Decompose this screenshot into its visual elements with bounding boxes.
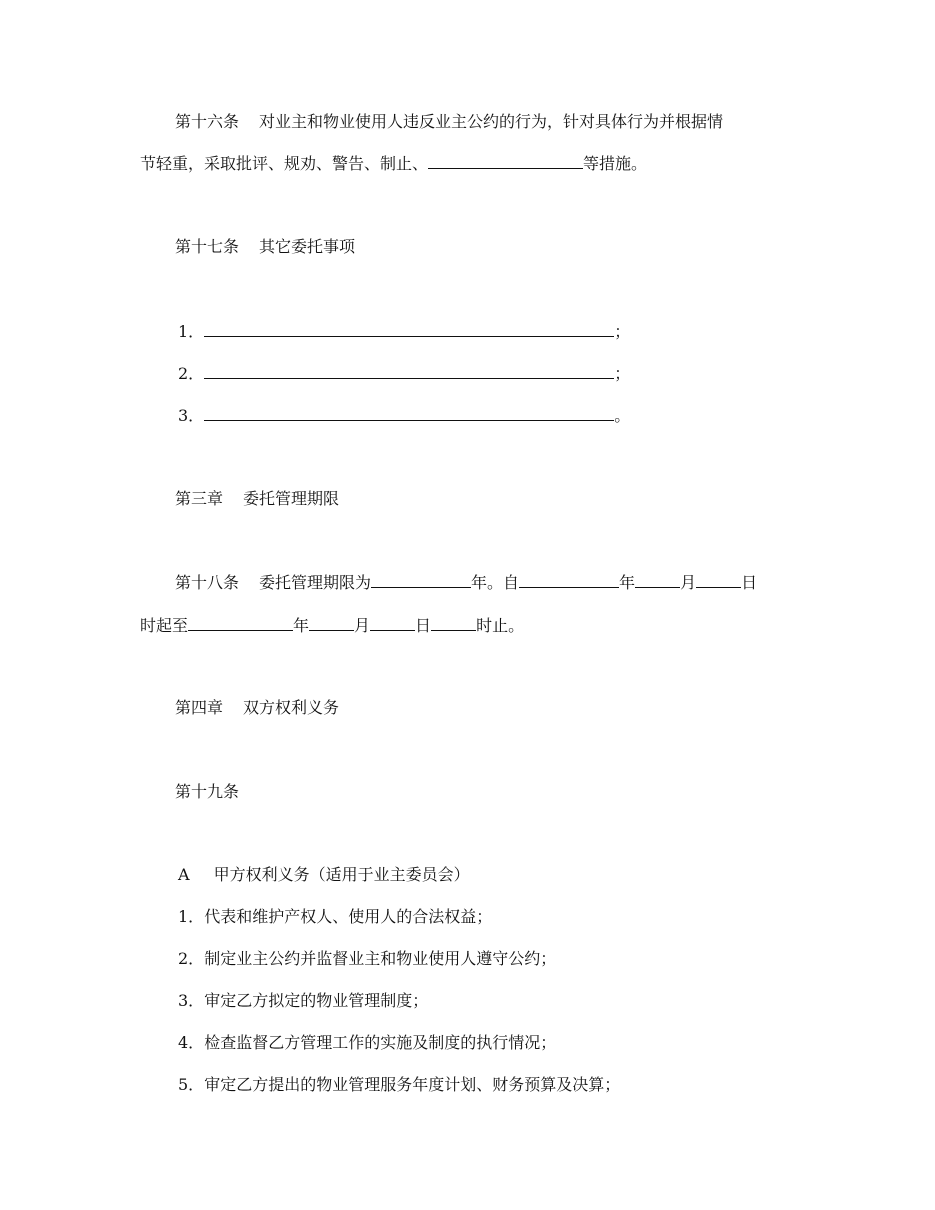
article-18-heading: 第十八条 bbox=[175, 573, 240, 592]
item-number: 5． bbox=[178, 1075, 205, 1094]
item-number: 1． bbox=[178, 322, 205, 341]
chapter-4-title: 双方权利义务 bbox=[243, 698, 340, 717]
text: 日 bbox=[741, 573, 758, 592]
article-17-heading-line bbox=[175, 236, 355, 258]
section-a-item-1 bbox=[178, 906, 492, 928]
text: 委托管理期限为 bbox=[259, 573, 372, 592]
text: 月 bbox=[354, 616, 371, 635]
blank-underline bbox=[635, 573, 680, 588]
article-19-heading: 第十九条 bbox=[175, 782, 240, 801]
text: 时止。 bbox=[476, 616, 525, 635]
section-a-label: A bbox=[178, 865, 190, 884]
blank-underline bbox=[204, 406, 614, 421]
blank-underline bbox=[204, 322, 614, 337]
blank-underline bbox=[696, 573, 741, 588]
section-a-line bbox=[178, 864, 470, 886]
item-text: 审定乙方拟定的物业管理制度； bbox=[204, 991, 429, 1010]
section-a-item-3 bbox=[178, 990, 428, 1012]
article-17-heading: 第十七条 bbox=[175, 237, 240, 256]
item-number: 1． bbox=[178, 907, 205, 926]
article-16-line-1 bbox=[175, 111, 723, 133]
text: 时起至 bbox=[140, 616, 189, 635]
item-text: 代表和维护产权人、使用人的合法权益； bbox=[204, 907, 493, 926]
chapter-3-line bbox=[175, 488, 339, 510]
item-number: 4． bbox=[178, 1033, 205, 1052]
item-number: 2． bbox=[178, 364, 205, 383]
text: 日 bbox=[415, 616, 432, 635]
blank-underline bbox=[371, 573, 471, 588]
blank-underline bbox=[309, 616, 354, 631]
blank-underline bbox=[431, 616, 476, 631]
article-16-text-2a: 节轻重，采取批评、规劝、警告、制止、 bbox=[140, 154, 429, 173]
item-number: 3． bbox=[178, 406, 205, 425]
article-16-heading: 第十六条 bbox=[175, 112, 240, 131]
article-16-text-2b: 等措施。 bbox=[583, 154, 648, 173]
chapter-3-title: 委托管理期限 bbox=[243, 489, 340, 508]
blank-underline bbox=[519, 573, 619, 588]
blank-underline bbox=[370, 616, 415, 631]
section-a-item-2 bbox=[178, 948, 556, 970]
article-18-line-2 bbox=[140, 615, 524, 637]
section-a-item-4 bbox=[178, 1032, 556, 1054]
item-end: ； bbox=[614, 322, 631, 341]
section-a-title: 甲方权利义务（适用于业主委员会） bbox=[213, 865, 470, 884]
article-18-line-1 bbox=[175, 572, 757, 594]
article-17-item-1 bbox=[178, 321, 630, 343]
text: 年 bbox=[293, 616, 310, 635]
item-number: 3． bbox=[178, 991, 205, 1010]
article-17-item-2 bbox=[178, 363, 630, 385]
article-16-text-1: 对业主和物业使用人违反业主公约的行为，针对具体行为并根据情 bbox=[259, 112, 724, 131]
article-16-line-2 bbox=[140, 153, 647, 175]
item-text: 检查监督乙方管理工作的实施及制度的执行情况； bbox=[204, 1033, 557, 1052]
blank-underline bbox=[204, 364, 614, 379]
chapter-4-line bbox=[175, 697, 339, 719]
section-a-item-5 bbox=[178, 1074, 620, 1096]
blank-underline bbox=[428, 154, 583, 169]
item-number: 2． bbox=[178, 949, 205, 968]
text: 年 bbox=[619, 573, 636, 592]
chapter-4-heading: 第四章 bbox=[175, 698, 224, 717]
item-text: 制定业主公约并监督业主和物业使用人遵守公约； bbox=[204, 949, 557, 968]
blank-underline bbox=[188, 616, 293, 631]
text: 月 bbox=[680, 573, 697, 592]
article-17-item-3 bbox=[178, 405, 630, 427]
item-text: 审定乙方提出的物业管理服务年度计划、财务预算及决算； bbox=[204, 1075, 621, 1094]
item-end: ； bbox=[614, 364, 631, 383]
item-end: 。 bbox=[614, 406, 631, 425]
article-19-line bbox=[175, 781, 239, 803]
chapter-3-heading: 第三章 bbox=[175, 489, 224, 508]
text: 年。自 bbox=[471, 573, 520, 592]
article-17-title: 其它委托事项 bbox=[259, 237, 356, 256]
